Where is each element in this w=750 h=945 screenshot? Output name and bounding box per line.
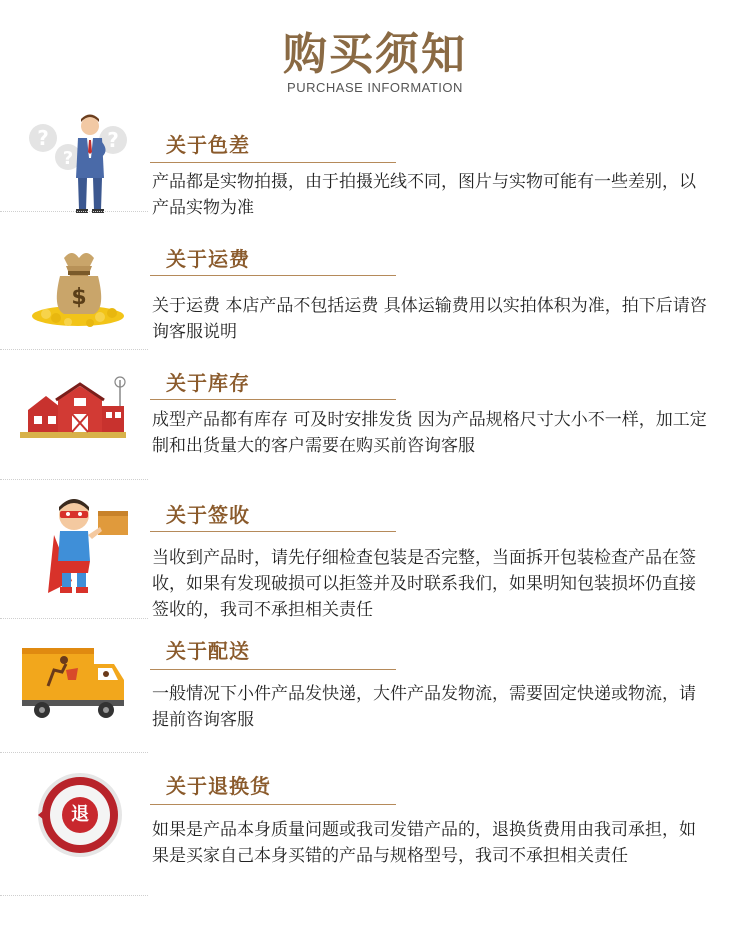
section-rule	[150, 162, 396, 163]
section-rule	[150, 669, 396, 670]
section-body: 成型产品都有库存 可及时安排发货 因为产品规格尺寸大小不一样，加工定制和出货量大的客户需要在购买前咨询客服	[152, 410, 707, 456]
money-bag-icon	[8, 238, 146, 343]
section-divider	[0, 349, 148, 350]
section-divider	[0, 211, 148, 212]
barn-warehouse-icon	[8, 370, 146, 475]
section-rule	[150, 531, 396, 532]
section-rule	[150, 275, 396, 276]
section-body: 关于运费 本店产品不包括运费 具体运输费用以实拍体积为准，拍下后请咨询客服说明	[152, 296, 707, 342]
section-title: 关于库存	[166, 371, 250, 395]
svg-text:$: $	[71, 285, 87, 310]
delivery-truck-icon	[8, 630, 146, 735]
delivery-hero-icon	[8, 495, 146, 600]
section-body: 一般情况下小件产品发快递，大件产品发物流，需要固定快递或物流，请提前咨询客服	[152, 684, 696, 730]
section-rule	[150, 804, 396, 805]
section-title: 关于运费	[166, 247, 250, 271]
thinking-man-icon	[8, 112, 146, 217]
section-title: 关于退换货	[166, 774, 271, 798]
section-body: 当收到产品时，请先仔细检查包装是否完整，当面拆开包装检查产品在签收，如果有发现破损可以拒签并及时联系我们，如果明知包装损坏仍直接签收的，我司不承担相关责任	[152, 548, 696, 620]
section-title: 关于色差	[166, 133, 250, 157]
svg-text:?: ?	[37, 126, 49, 150]
section-divider	[0, 479, 148, 480]
page-header	[0, 0, 750, 110]
page-title: 购买须知	[283, 29, 467, 80]
section-rule	[150, 399, 396, 400]
section-title: 关于配送	[166, 639, 250, 663]
section-body: 如果是产品本身质量问题或我司发错产品的，退换货费用由我司承担，如果是买家自己本身买错的产品与规格型号，我司不承担相关责任	[152, 820, 696, 866]
section-body: 产品都是实物拍摄，由于拍摄光线不同，图片与实物可能有一些差别，以产品实物为准	[152, 172, 696, 218]
section-divider	[0, 895, 148, 896]
svg-text:?: ?	[62, 148, 74, 169]
svg-text:?: ?	[107, 128, 119, 152]
section-divider	[0, 618, 148, 619]
return-badge-label: 退	[71, 804, 89, 825]
page-subtitle: PURCHASE INFORMATION	[287, 80, 463, 95]
section-divider	[0, 752, 148, 753]
section-title: 关于签收	[166, 503, 250, 527]
return-badge-icon	[8, 759, 146, 864]
